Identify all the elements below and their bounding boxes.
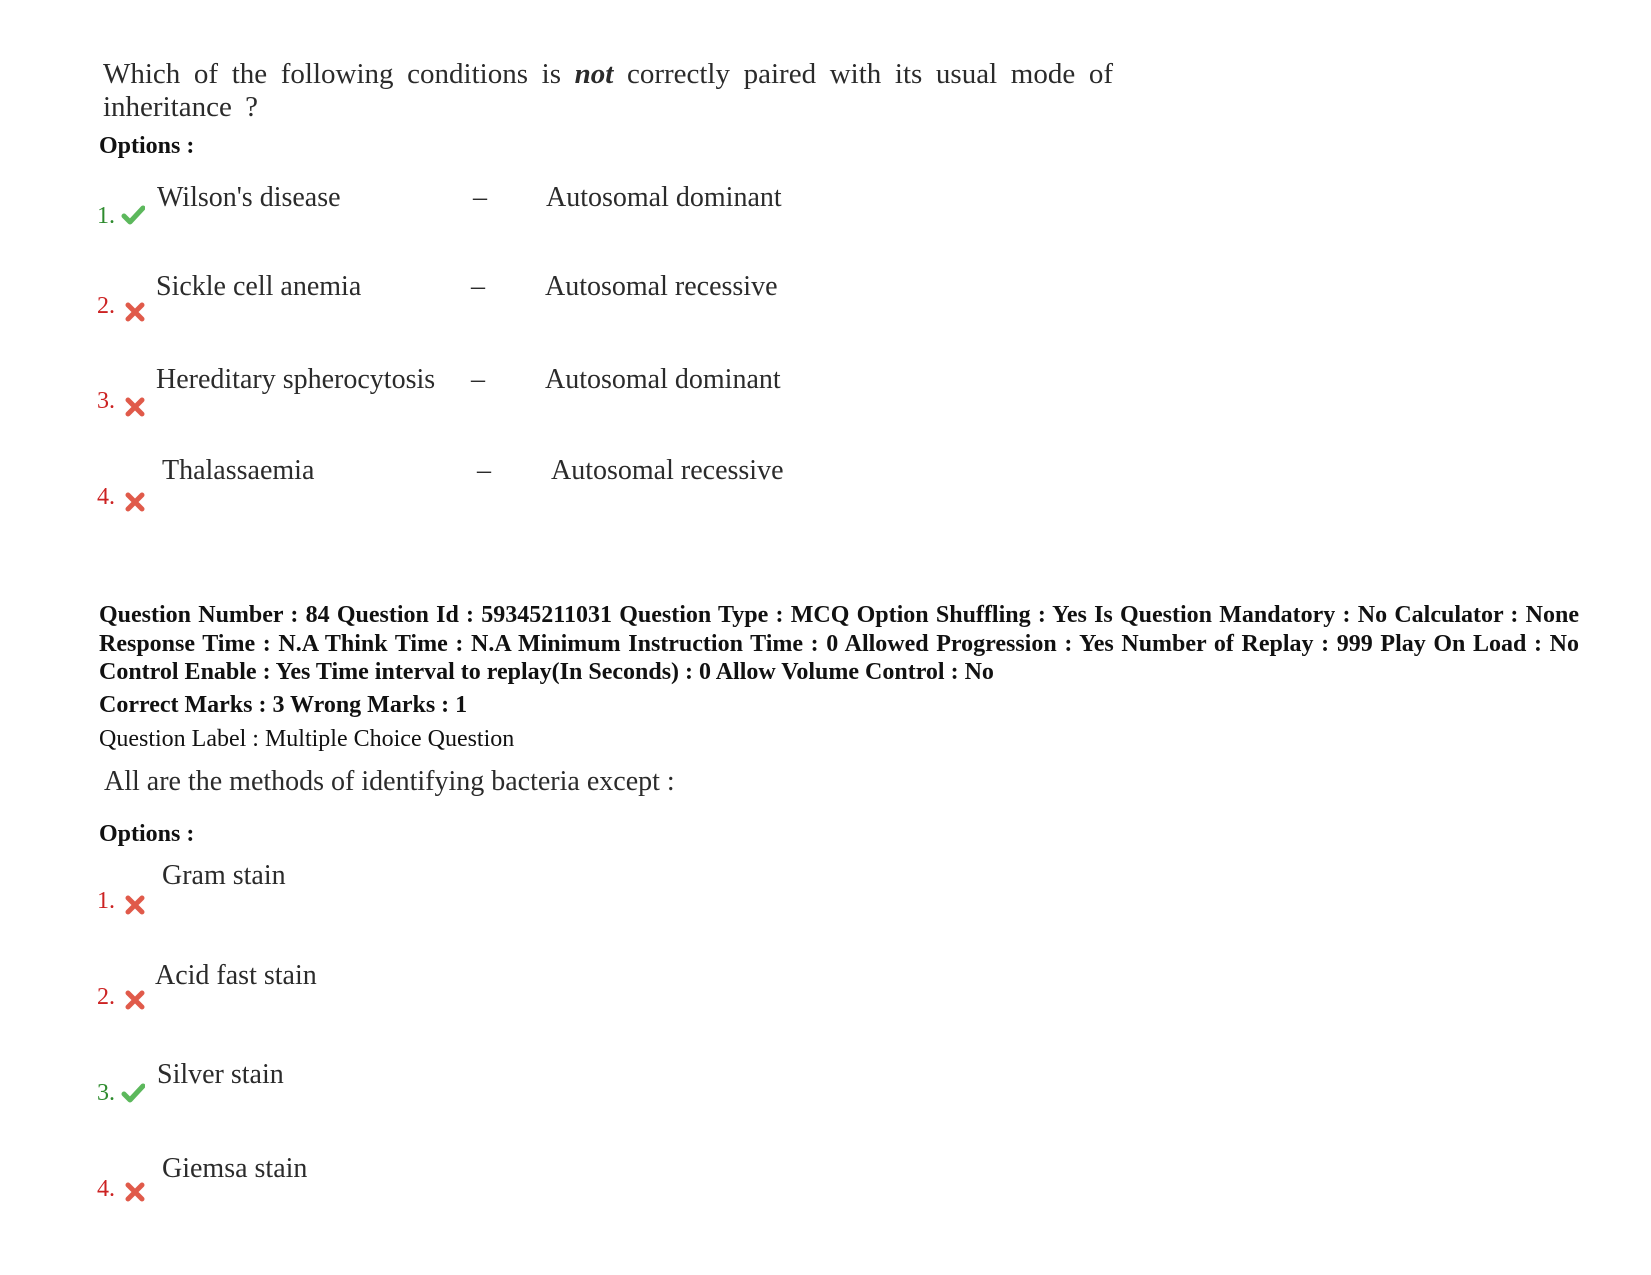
option-dash: – — [471, 271, 485, 302]
option-condition: Hereditary spherocytosis — [156, 364, 436, 395]
question-metadata: Question Number : 84 Question Id : 59345211031 Question Type : MCQ Option Shuffling : Yes Is Question Mandatory : No Calculator : None Response Time : N.A Think Time : N.A Minimum Instruction Time : 0 Allowed Progression : Yes Number of Replay : 999 Play On Load : No Control Enable : Yes Time interval to replay(In Seconds) : 0 Allow Volume Control : No — [99, 602, 1579, 685]
option-text: Gram stain — [162, 860, 286, 891]
option-dash: – — [477, 455, 491, 486]
option-mode: Autosomal dominant — [545, 364, 781, 395]
question-label: Question Label : Multiple Choice Question — [99, 726, 515, 752]
cross-mark-icon — [123, 300, 147, 324]
marks-line: Correct Marks : 3 Wrong Marks : 1 — [99, 692, 468, 718]
option-mode: Autosomal recessive — [551, 455, 784, 486]
option-number: 2. — [97, 984, 115, 1010]
cross-mark-icon — [123, 1180, 147, 1204]
check-mark-icon — [121, 203, 145, 227]
option-number: 4. — [97, 1176, 115, 1202]
option-condition: Thalassaemia — [162, 455, 315, 486]
option-number: 1. — [97, 888, 115, 914]
question-text: All are the methods of identifying bacteria except : — [104, 766, 675, 797]
question-text — [103, 58, 1113, 124]
option-dash: – — [473, 182, 487, 213]
option-number: 2. — [97, 293, 115, 319]
cross-mark-icon — [123, 490, 147, 514]
check-mark-icon — [121, 1081, 145, 1105]
option-dash: – — [471, 364, 485, 395]
options-heading: Options : — [99, 821, 195, 847]
option-condition: Sickle cell anemia — [156, 271, 362, 302]
cross-mark-icon — [123, 988, 147, 1012]
option-number: 4. — [97, 484, 115, 510]
option-mode: Autosomal dominant — [546, 182, 782, 213]
option-condition: Wilson's disease — [157, 182, 341, 213]
option-text: Giemsa stain — [162, 1153, 308, 1184]
option-mode: Autosomal recessive — [545, 271, 778, 302]
cross-mark-icon — [123, 893, 147, 917]
option-number: 1. — [97, 203, 115, 229]
option-text: Silver stain — [157, 1059, 284, 1090]
question-text-part: Which of the following conditions is — [103, 58, 575, 90]
option-text: Acid fast stain — [155, 960, 317, 991]
option-number: 3. — [97, 388, 115, 414]
options-heading: Options : — [99, 133, 195, 159]
cross-mark-icon — [123, 395, 147, 419]
question-text-part: correctly paired with its usual mode of inheritance ? — [103, 58, 1113, 123]
question-text-emphasis: not — [574, 58, 614, 90]
option-number: 3. — [97, 1080, 115, 1106]
